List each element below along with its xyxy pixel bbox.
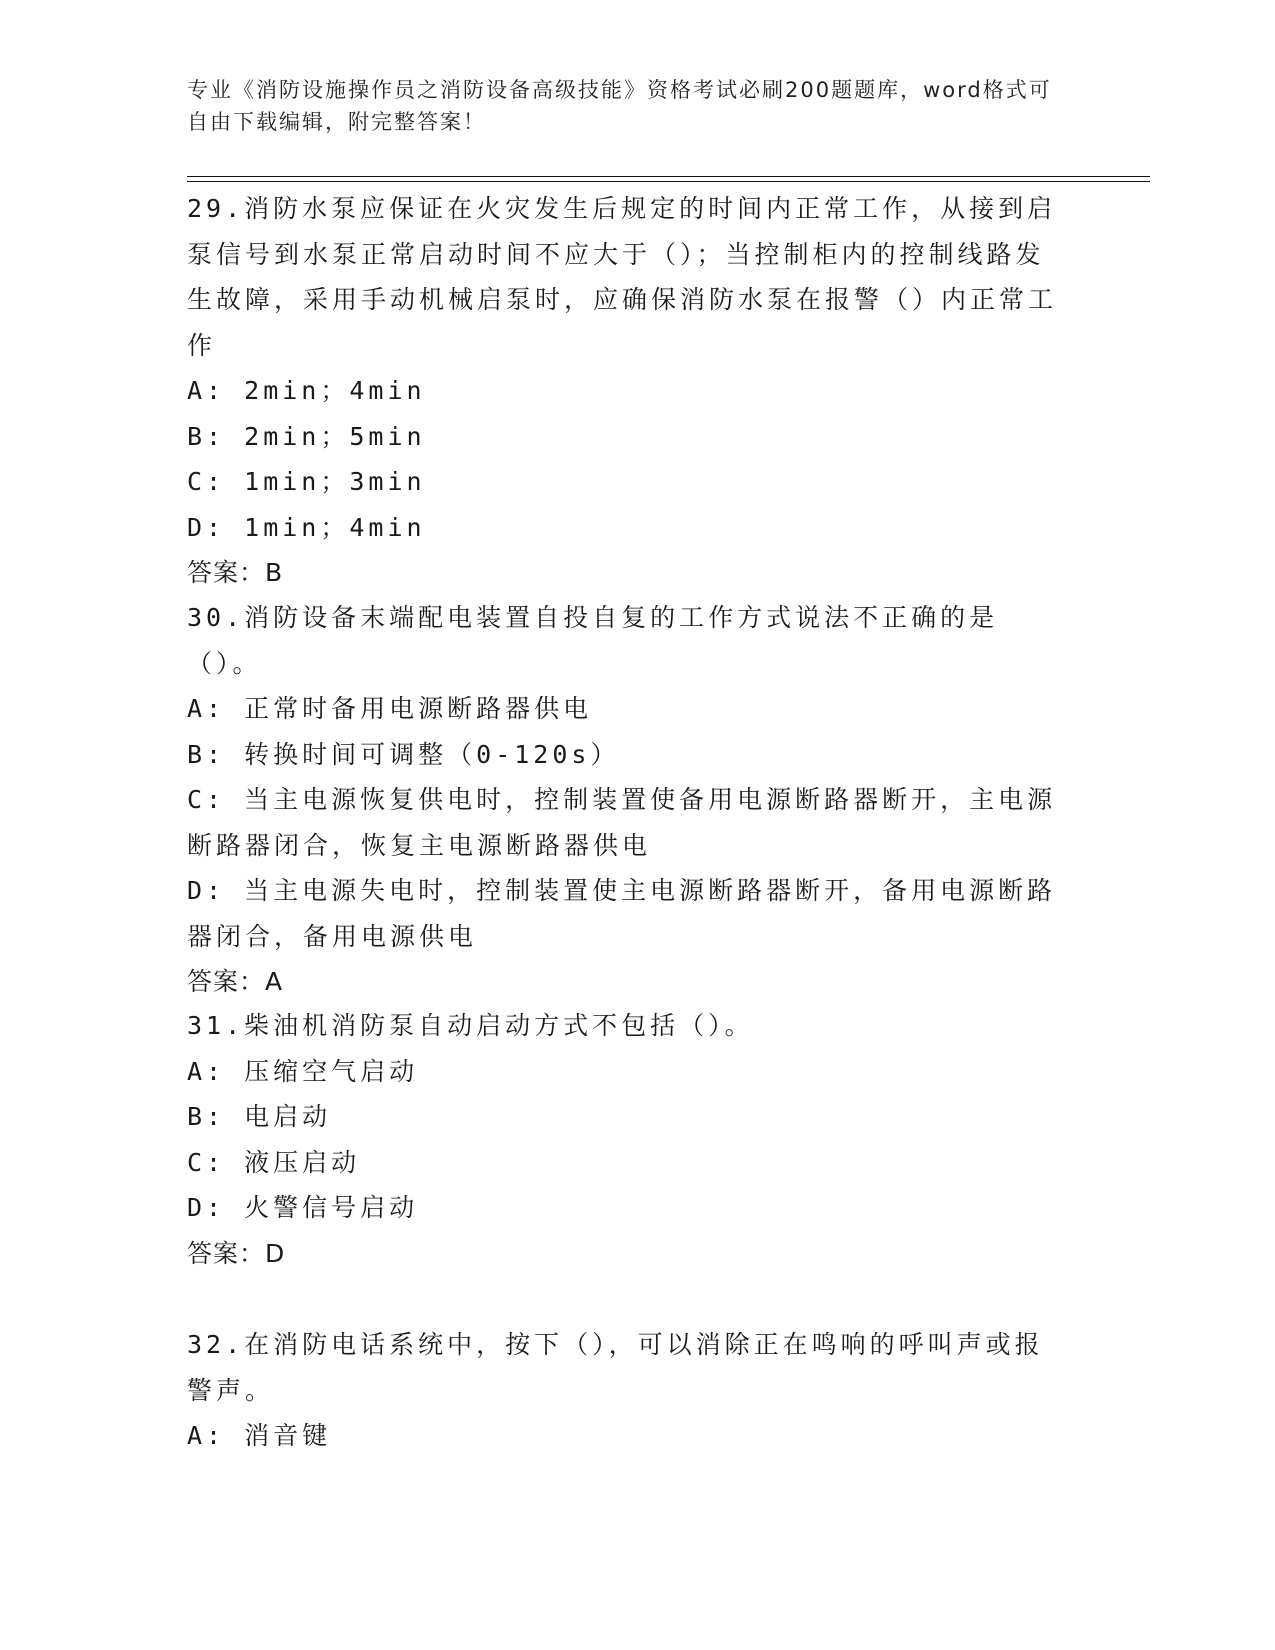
question-stem: 29.消防水泵应保证在火灾发生后规定的时间内正常工作，从接到启泵信号到水泵正常启动时间不应大于（）；当控制柜内的控制线路发生故障，采用手动机械启泵时，应确保消防水泵在报警（）内正常工作 — [187, 194, 1058, 360]
option-c: C: 液压启动 — [187, 1147, 361, 1177]
option-d: D: 当主电源失电时，控制装置使主电源断路器断开，备用电源断路器闭合，备用电源供电 — [187, 876, 1057, 951]
question-30 — [187, 595, 1067, 1005]
option-b: B: 2min；5min — [187, 421, 426, 451]
option-c: C: 当主电源恢复供电时，控制装置使备用电源断路器断开，主电源断路器闭合，恢复主电源断路器供电 — [187, 785, 1057, 860]
option-b: B: 转换时间可调整（0-120s） — [187, 739, 620, 769]
header-divider-bottom — [187, 181, 1150, 182]
option-a: A: 正常时备用电源断路器供电 — [187, 694, 593, 723]
answer: 答案：B — [187, 558, 284, 587]
option-c: C: 1min；3min — [187, 467, 426, 496]
answer: 答案：A — [187, 967, 284, 996]
question-31 — [187, 1003, 1067, 1276]
option-d: D: 1min；4min — [187, 512, 426, 542]
option-d: D: 火警信号启动 — [187, 1193, 419, 1222]
option-a: A: 2min；4min — [187, 376, 426, 405]
question-stem: 30.消防设备末端配电装置自投自复的工作方式说法不正确的是（）。 — [187, 603, 999, 678]
option-b: B: 电启动 — [187, 1102, 332, 1131]
question-32 — [187, 1322, 1067, 1459]
question-29 — [187, 186, 1067, 596]
document-header: 专业《消防设施操作员之消防设备高级技能》资格考试必刷200题题库，word格式可自由下载编辑，附完整答案！ — [187, 78, 1052, 134]
question-stem: 32.在消防电话系统中，按下（），可以消除正在鸣响的呼叫声或报警声。 — [187, 1330, 1044, 1405]
option-a: A: 消音键 — [187, 1421, 332, 1450]
question-stem: 31.柴油机消防泵自动启动方式不包括（）。 — [187, 1011, 754, 1040]
header-divider-top — [187, 176, 1150, 177]
answer: 答案：D — [187, 1238, 286, 1268]
option-a: A: 压缩空气启动 — [187, 1056, 419, 1086]
